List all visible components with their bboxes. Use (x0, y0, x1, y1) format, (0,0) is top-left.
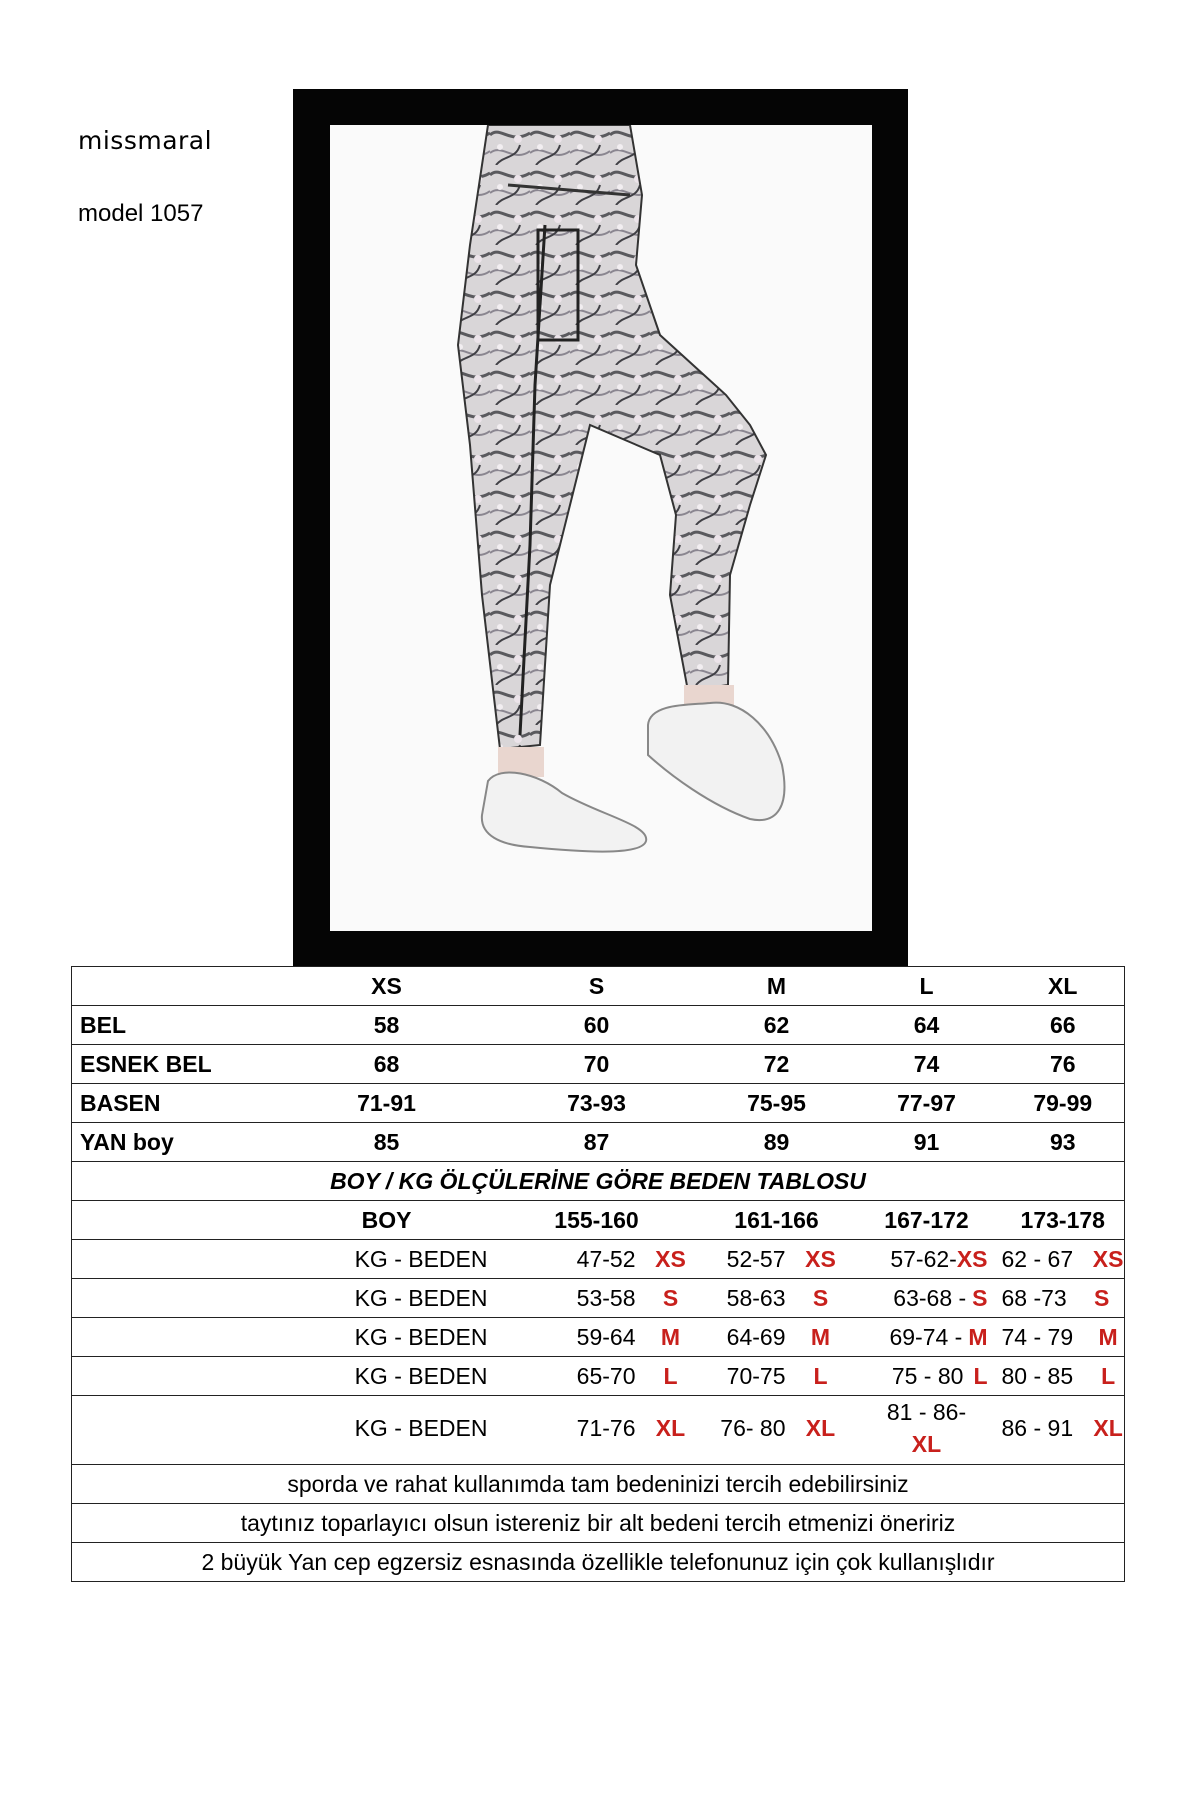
note-text: 2 büyük Yan cep egzersiz esnasında özellikle telefonunuz için çok kullanışlıdır (72, 1543, 1125, 1582)
product-photo-frame (293, 89, 908, 966)
kg-cell (1002, 1318, 1125, 1357)
size-tag: L (813, 1362, 828, 1389)
kg-range: 81 - 86- (886, 1399, 967, 1425)
product-photo (330, 125, 872, 931)
kg-row-label: KG - BEDEN (282, 1240, 492, 1279)
measurement-value: 66 (1002, 1006, 1125, 1045)
size-tag: S (662, 1284, 679, 1311)
kg-range: 64-69 (726, 1323, 786, 1350)
measurement-value: 60 (492, 1006, 702, 1045)
kg-range: 59-64 (576, 1323, 636, 1350)
kg-cell (702, 1240, 852, 1279)
size-tag: S (972, 1284, 988, 1311)
size-tag: L (663, 1362, 678, 1389)
kg-cell (702, 1357, 852, 1396)
empty-cell (72, 1318, 282, 1357)
size-tag: XS (655, 1245, 686, 1272)
kg-range: 57-62- (890, 1245, 957, 1272)
size-tag: S (1094, 1284, 1110, 1311)
kg-cell (1002, 1396, 1125, 1465)
measurement-value: 64 (852, 1006, 1002, 1045)
empty-cell (72, 967, 282, 1006)
measurement-value: 72 (702, 1045, 852, 1084)
kg-row (72, 1396, 1125, 1465)
kg-range: 47-52 (576, 1245, 636, 1272)
measurement-value: 73-93 (492, 1084, 702, 1123)
chart-title-row (72, 1162, 1125, 1201)
kg-range: 65-70 (576, 1362, 636, 1389)
boy-label: BOY (282, 1201, 492, 1240)
kg-row-label: KG - BEDEN (282, 1279, 492, 1318)
kg-cell (702, 1396, 852, 1465)
measurement-value: 79-99 (1002, 1084, 1125, 1123)
measurement-value: 62 (702, 1006, 852, 1045)
size-tag: M (968, 1323, 988, 1350)
kg-cell (852, 1318, 1002, 1357)
kg-row (72, 1318, 1125, 1357)
measurement-value: 87 (492, 1123, 702, 1162)
size-header: L (852, 967, 1002, 1006)
size-header: XS (282, 967, 492, 1006)
measurement-value: 89 (702, 1123, 852, 1162)
kg-cell (1002, 1240, 1125, 1279)
measurement-label: ESNEK BEL (72, 1045, 282, 1084)
kg-range: 63-68 - (893, 1284, 967, 1311)
kg-range: 71-76 (576, 1414, 636, 1441)
kg-cell (492, 1279, 702, 1318)
kg-cell (492, 1240, 702, 1279)
size-chart-table (71, 966, 1125, 1582)
boy-range: 173-178 (1002, 1201, 1125, 1240)
boy-range: 155-160 (492, 1201, 702, 1240)
size-header: XL (1002, 967, 1125, 1006)
kg-cell (852, 1396, 1002, 1465)
kg-row-label: KG - BEDEN (282, 1396, 492, 1465)
kg-row-label: KG - BEDEN (282, 1357, 492, 1396)
kg-cell (492, 1396, 702, 1465)
kg-cell (492, 1318, 702, 1357)
note-text: taytınız toparlayıcı olsun istereniz bir alt bedeni tercih etmenizi öneririz (72, 1504, 1125, 1543)
kg-range: 62 - 67 (1001, 1245, 1074, 1272)
measurement-value: 70 (492, 1045, 702, 1084)
kg-range: 58-63 (726, 1284, 786, 1311)
size-tag: S (812, 1284, 829, 1311)
chart-title: BOY / KG ÖLÇÜLERİNE GÖRE BEDEN TABLOSU (72, 1162, 1125, 1201)
size-tag: M (810, 1323, 831, 1350)
kg-cell (492, 1357, 702, 1396)
measurement-value: 71-91 (282, 1084, 492, 1123)
size-tag: M (660, 1323, 681, 1350)
kg-row (72, 1357, 1125, 1396)
kg-range: 52-57 (726, 1245, 786, 1272)
kg-range: 74 - 79 (1001, 1323, 1074, 1350)
measurement-row (72, 1084, 1125, 1123)
size-tag: L (973, 1362, 988, 1389)
size-tag: XS (1092, 1245, 1124, 1272)
kg-range: 53-58 (576, 1284, 636, 1311)
measurement-value: 76 (1002, 1045, 1125, 1084)
measurement-value: 91 (852, 1123, 1002, 1162)
measurement-value: 85 (282, 1123, 492, 1162)
measurement-label: BASEN (72, 1084, 282, 1123)
size-tag: M (1098, 1323, 1118, 1350)
kg-row-label: KG - BEDEN (282, 1318, 492, 1357)
kg-cell (702, 1318, 852, 1357)
brand-name: missmaral (78, 126, 213, 155)
boy-header-row (72, 1201, 1125, 1240)
note-row (72, 1504, 1125, 1543)
measurement-value: 93 (1002, 1123, 1125, 1162)
measurement-value: 74 (852, 1045, 1002, 1084)
kg-range: 76- 80 (720, 1414, 786, 1441)
size-tag: XL (805, 1414, 836, 1441)
kg-range: 68 -73 (1001, 1284, 1067, 1311)
kg-cell (852, 1279, 1002, 1318)
empty-cell (72, 1240, 282, 1279)
empty-cell (72, 1357, 282, 1396)
measurement-label: BEL (72, 1006, 282, 1045)
kg-row (72, 1240, 1125, 1279)
note-row (72, 1543, 1125, 1582)
measurement-row (72, 1006, 1125, 1045)
size-tag: XL (1093, 1414, 1123, 1441)
kg-range: 70-75 (726, 1362, 786, 1389)
kg-cell (1002, 1357, 1125, 1396)
kg-range: 69-74 - (889, 1323, 963, 1350)
kg-cell (852, 1240, 1002, 1279)
size-tag: XS (805, 1245, 836, 1272)
kg-cell (852, 1357, 1002, 1396)
kg-range: 86 - 91 (1001, 1414, 1074, 1441)
measurement-label: YAN boy (72, 1123, 282, 1162)
model-number: model 1057 (78, 200, 204, 227)
measurement-row (72, 1123, 1125, 1162)
size-tag: L (1101, 1362, 1116, 1389)
measurement-value: 58 (282, 1006, 492, 1045)
measurement-value: 68 (282, 1045, 492, 1084)
measurement-value: 77-97 (852, 1084, 1002, 1123)
measurement-row (72, 1045, 1125, 1084)
empty-cell (72, 1396, 282, 1465)
boy-range: 161-166 (702, 1201, 852, 1240)
note-row (72, 1465, 1125, 1504)
empty-cell (72, 1201, 282, 1240)
size-tag: XS (956, 1245, 988, 1272)
measurement-value: 75-95 (702, 1084, 852, 1123)
boy-range: 167-172 (852, 1201, 1002, 1240)
kg-range: 80 - 85 (1001, 1362, 1074, 1389)
size-header: M (702, 967, 852, 1006)
kg-cell (1002, 1279, 1125, 1318)
kg-row (72, 1279, 1125, 1318)
size-header-row (72, 967, 1125, 1006)
size-tag: XL (655, 1414, 686, 1441)
empty-cell (72, 1279, 282, 1318)
kg-cell (702, 1279, 852, 1318)
kg-range: 75 - 80 (891, 1362, 964, 1389)
size-header: S (492, 967, 702, 1006)
note-text: sporda ve rahat kullanımda tam bedeninizi tercih edebilirsiniz (72, 1465, 1125, 1504)
size-tag: XL (911, 1431, 942, 1457)
